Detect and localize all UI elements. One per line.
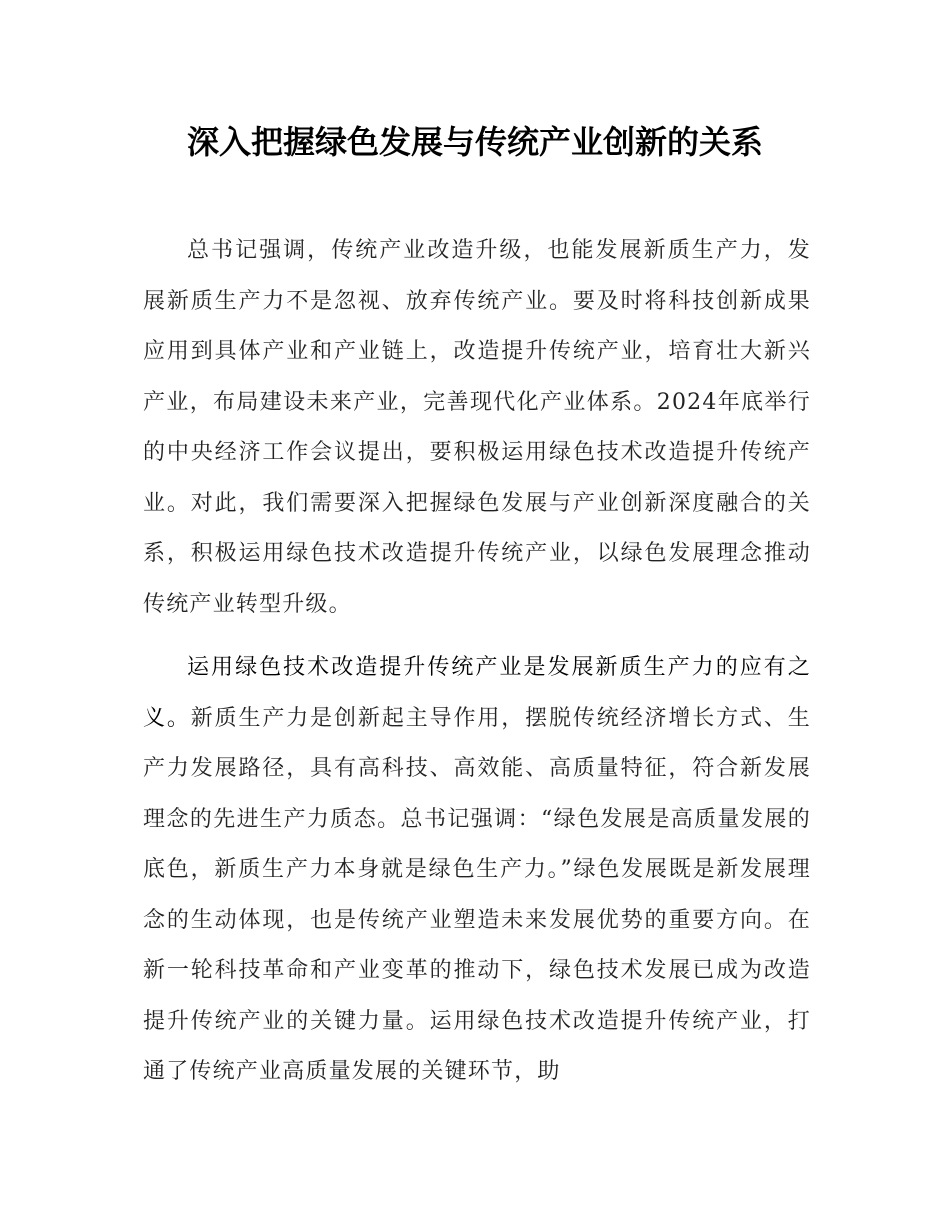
paragraph-1 [143, 226, 811, 630]
document-title: 深入把握绿色发展与传统产业创新的关系 [186, 123, 763, 161]
document-body [143, 226, 811, 1098]
paragraph-2-lead: 运用绿色技术改造提升传统产业是发展新质生产力的应有之义。 [143, 655, 811, 731]
paragraph-2-text: 新质生产力是创新起主导作用，摆脱传统经济增长方式、生产力发展路径，具有高科技、高效能、高质量特征，符合新发展理念的先进生产力质态。总书记强调：“绿色发展是高质量发展的底色，新质生产力本身就是绿色生产力。”绿色发展既是新发展理念的生动体现，也是传统产业塑造未来发展优势的重要方向。在新一轮科技革命和产业变革的推动下，绿色技术发展已成为改造提升传统产业的关键力量。运用绿色技术改造提升传统产业，打通了传统产业高质量发展的关键环节，助 [143, 705, 811, 1084]
paragraph-2 [143, 643, 811, 1098]
paragraph-1-text: 总书记强调，传统产业改造升级，也能发展新质生产力，发展新质生产力不是忽视、放弃传统产业。要及时将科技创新成果应用到具体产业和产业链上，改造提升传统产业，培育壮大新兴产业，布局建设未来产业，完善现代化产业体系。2024年底举行的中央经济工作会议提出，要积极运用绿色技术改造提升传统产业。对此，我们需要深入把握绿色发展与产业创新深度融合的关系，积极运用绿色技术改造提升传统产业，以绿色发展理念推动传统产业转型升级。 [143, 238, 811, 617]
